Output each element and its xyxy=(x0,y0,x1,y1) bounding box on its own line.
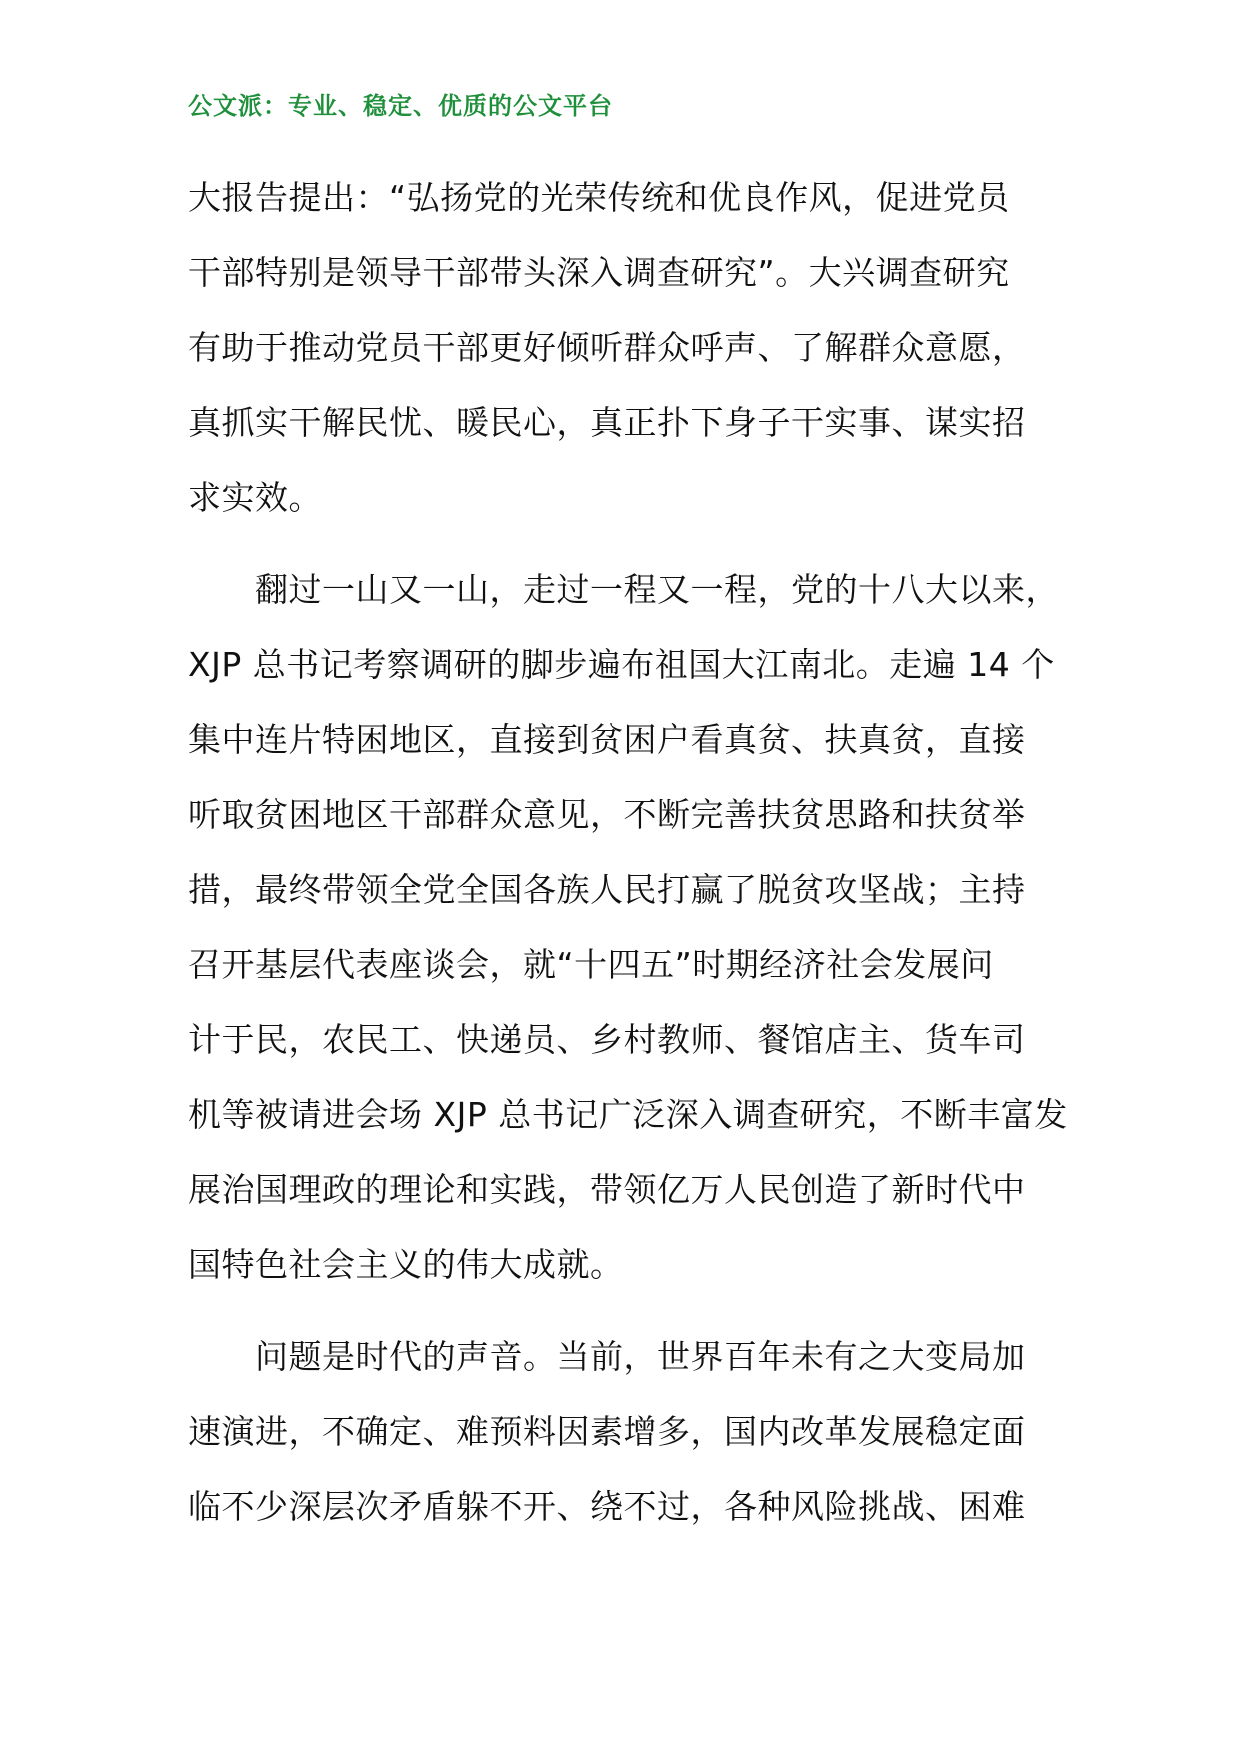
document-body xyxy=(188,160,1088,1544)
text-line: 机等被请进会场 XJP 总书记广泛深入调查研究，不断丰富发 xyxy=(188,1095,1068,1134)
paragraph-spacer xyxy=(188,1302,1088,1319)
text-line: 措，最终带领全党全国各族人民打赢了脱贫攻坚战；主持 xyxy=(188,870,1026,909)
text-line: 集中连片特困地区，直接到贫困户看真贫、扶真贫，直接 xyxy=(188,720,1026,759)
text-line: XJP 总书记考察调研的脚步遍布祖国大江南北。走遍 14 个 xyxy=(188,645,1055,684)
paragraph-2 xyxy=(188,552,1088,1302)
text-line: 临不少深层次矛盾躲不开、绕不过，各种风险挑战、困难 xyxy=(188,1487,1026,1526)
paragraph-3 xyxy=(188,1319,1088,1544)
text-line: 求实效。 xyxy=(188,478,322,517)
text-line: 计于民，农民工、快递员、乡村教师、餐馆店主、货车司 xyxy=(188,1020,1026,1059)
text-line: 真抓实干解民忧、暖民心，真正扑下身子干实事、谋实招 xyxy=(188,403,1026,442)
text-line: 大报告提出：“弘扬党的光荣传统和优良作风，促进党员 xyxy=(188,178,1010,217)
text-line: 问题是时代的声音。当前，世界百年未有之大变局加 xyxy=(188,1337,1026,1376)
text-line: 干部特别是领导干部带头深入调查研究”。大兴调查研究 xyxy=(188,253,1010,292)
text-line: 召开基层代表座谈会，就“十四五”时期经济社会发展问 xyxy=(188,945,994,984)
text-line: 展治国理政的理论和实践，带领亿万人民创造了新时代中 xyxy=(188,1170,1026,1209)
text-line: 听取贫困地区干部群众意见，不断完善扶贫思路和扶贫举 xyxy=(188,795,1026,834)
text-line: 速演进，不确定、难预料因素增多，国内改革发展稳定面 xyxy=(188,1412,1026,1451)
paragraph-1 xyxy=(188,160,1088,535)
paragraph-spacer xyxy=(188,535,1088,552)
text-line: 翻过一山又一山，走过一程又一程，党的十八大以来， xyxy=(188,570,1059,609)
text-line: 有助于推动党员干部更好倾听群众呼声、了解群众意愿， xyxy=(188,328,1026,367)
text-line: 国特色社会主义的伟大成就。 xyxy=(188,1245,624,1284)
page-header: 公文派：专业、稳定、优质的公文平台 xyxy=(188,92,613,120)
